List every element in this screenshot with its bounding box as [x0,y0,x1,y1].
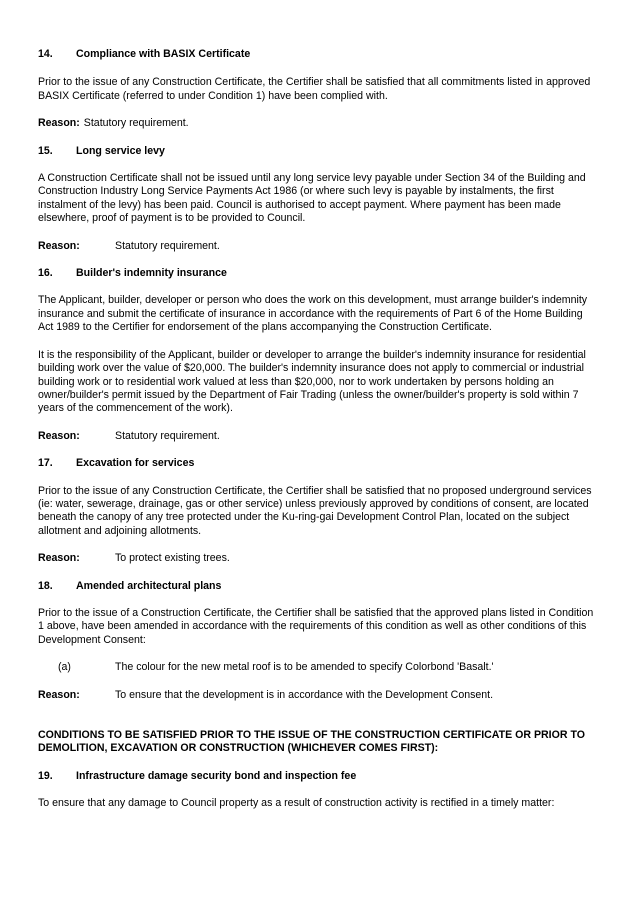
section-19-heading [38,770,598,783]
section-14-reason [38,117,598,130]
reason-label: Reason: [38,552,80,565]
reason-label: Reason: [38,429,80,442]
section-number: 15. [38,144,53,157]
section-15-heading [38,145,598,158]
section-number: 18. [38,579,53,592]
section-number: 17. [38,457,53,470]
reason-text: Statutory requirement. [115,429,220,442]
section-18-body: Prior to the issue of a Construction Certificate, the Certifier shall be satisfied that the approved plans listed in Condition 1 above, have been amended in accordance with the requirements of this condition as well as other conditions of this Development Consent: [38,606,594,646]
section-16-reason [38,430,598,443]
section-19-body: To ensure that any damage to Council property as a result of construction activity is rectified in a timely matter: [38,797,555,810]
section-16-body: The Applicant, builder, developer or person who does the work on this development, must arrange builder's indemnity insurance and submit the certificate of insurance in accordance with the requirements of Part 6 of the Home Building Act 1989 to the Certifier for endorsement of the plans accompanying the Construction Certificate. [38,294,588,334]
section-17-reason [38,552,598,565]
section-number: 19. [38,769,53,782]
item-marker: (a) [58,661,71,674]
reason-label: Reason: [38,239,80,252]
reason-label: Reason: [38,117,80,130]
section-18-item-a [38,661,598,674]
section-18-reason [38,689,598,702]
section-title: Long service levy [76,144,165,157]
section-14-body: Prior to the issue of any Construction Certificate, the Certifier shall be satisfied that all commitments listed in approved BASIX Certificate (referred to under Condition 1) have been complied with. [38,76,591,102]
section-16-body-2: It is the responsibility of the Applicant, builder or developer to arrange the builder's indemnity insurance for residential building work over the value of $20,000. The builder's indemnity insurance does not apply to commercial or industrial building work or to residential work valued at less than $20,000, nor to work undertaken by persons holding an owner/builder's permit issued by the Department of Fair Trading (unless the owner/builder's property is sold within 7 years of the commencement of the work). [38,348,586,415]
section-15-reason [38,240,598,253]
section-16-heading [38,267,598,280]
section-17-body: Prior to the issue of any Construction Certificate, the Certifier shall be satisfied that no proposed underground services (ie: water, sewerage, drainage, gas or other service) unless previously approved by conditions of consent, are located beneath the canopy of any tree protected under the Ku-ring-gai Development Control Plan, located on the subject allotment and adjoining allotments. [38,484,592,537]
reason-label: Reason: [38,688,80,701]
section-17-heading [38,457,598,470]
section-number: 14. [38,48,53,60]
section-title: Excavation for services [76,457,195,470]
reason-text: Statutory requirement. [83,117,189,130]
conditions-caps-heading: CONDITIONS TO BE SATISFIED PRIOR TO THE ISSUE OF THE CONSTRUCTION CERTIFICATE OR PRIOR TO DEMOLITION, EXCAVATION OR CONSTRUCTION (WHICHEVER COMES FIRST): [38,729,585,755]
section-18-heading [38,580,598,593]
reason-text: To ensure that the development is in accordance with the Development Consent. [115,688,494,701]
document-page [38,48,598,811]
section-number: 16. [38,267,53,280]
section-title: Compliance with BASIX Certificate [76,48,251,60]
section-title: Infrastructure damage security bond and inspection fee [76,769,357,782]
reason-text: Statutory requirement. [115,239,220,252]
section-15-body: A Construction Certificate shall not be issued until any long service levy payable under Section 34 of the Building and Construction Industry Long Service Payments Act 1986 (or where such levy is payable by instalments, the first instalment of the levy) has been paid. Council is authorised to accept payment. Where payment has been made elsewhere, proof of payment is to be provided to Council. [38,172,586,225]
section-14-heading [38,48,598,61]
section-title: Builder's indemnity insurance [76,267,227,280]
item-text: The colour for the new metal roof is to be amended to specify Colorbond 'Basalt.' [115,661,494,674]
reason-text: To protect existing trees. [115,552,230,565]
section-title: Amended architectural plans [76,579,222,592]
